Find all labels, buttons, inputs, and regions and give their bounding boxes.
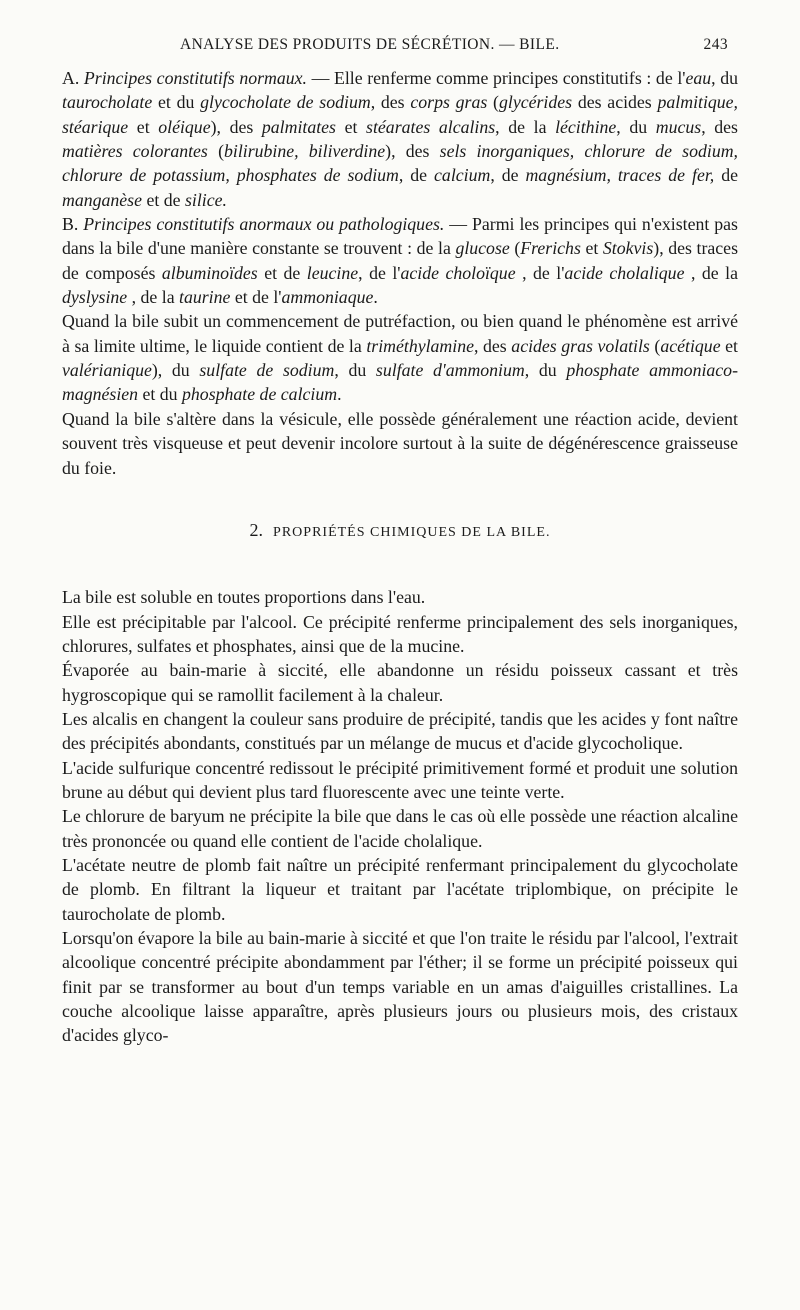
term: sels inorganiques, chlorure de sodium, chlorure de potassium, phosphates de sodium [62, 141, 738, 186]
paragraph-heading: Principes constitutifs normaux. [83, 68, 307, 88]
paragraph: Les alcalis en changent la couleur sans produire de précipité, tandis que les acides y font naître des précipités abondants, constitués par un mélange de mucus et d'acide glycocholique. [62, 708, 738, 754]
term: bilirubine, biliverdine [224, 141, 386, 162]
term: valérianique [62, 360, 152, 381]
term: acide cholalique [564, 262, 685, 283]
term: triméthylamine [366, 335, 474, 356]
term: ammoniaque [281, 287, 374, 308]
term: acétique [660, 335, 721, 356]
paragraph: Évaporée au bain-marie à siccité, elle abandonne un résidu poisseux cassant et très hygroscopique qui se ramollit facilement à la chaleur. [62, 660, 738, 705]
term: palmitates [261, 116, 336, 137]
text-run: et [720, 335, 738, 356]
text-run: , de la [684, 262, 738, 283]
author-name: Stokvis [602, 238, 654, 259]
text-run: , du [711, 68, 739, 88]
text-run: ), des [385, 141, 440, 162]
paragraph: Elle est précipitable par l'alcool. Ce précipité renferme principalement des sels inorganiques, chlorures, sulfates et phosphates, ainsi que de la mucine. [62, 611, 738, 656]
text-run: et de [257, 262, 307, 283]
term: magnésium, traces de fer, [525, 165, 715, 186]
term: leucine [306, 262, 359, 283]
term: manganèse [62, 189, 142, 210]
text-run: . [373, 287, 378, 308]
text-run: , des [701, 116, 738, 137]
text-run: et [580, 238, 603, 259]
text-run: , des [370, 92, 411, 113]
text-run: ( [207, 141, 224, 162]
section-number: 2. [249, 519, 264, 540]
text-run: et [335, 116, 367, 137]
term: mucus [655, 116, 702, 137]
text-run: Quand la bile subit un commencement de putréfaction, ou bien quand le phénomène est arrivé à sa limite ultime, le liquide contient de la [62, 311, 738, 356]
text-run: , de [490, 165, 526, 186]
term: phosphate de calcium [182, 384, 338, 405]
paragraph: Lorsqu'on évapore la bile au bain-marie à siccité et que l'on traite le résidu par l'alcool, l'extrait alcoolique concentré précipite abondamment par l'éther; il se forme un précipité poisseux qui finit par se transformer au bout d'un temps variable en un amas d'aiguilles cristallines. La couche alcoolique laisse apparaître, après plusieurs jours ou plusieurs mois, des cristaux d'acides glyco- [62, 928, 738, 1046]
term: corps gras [410, 92, 488, 113]
term: lécithine [555, 116, 617, 137]
text-run: ), des traces de composés [62, 238, 738, 283]
term: phosphate ammoniaco-magnésien [62, 360, 738, 405]
term: sulfate de sodium [199, 360, 335, 381]
term: acides gras volatils [511, 335, 650, 356]
text-run: ), du [151, 360, 200, 381]
text-run: , de [398, 165, 435, 186]
term: glucose [455, 238, 510, 259]
term: oléique [158, 116, 211, 137]
text-run: , de l' [358, 262, 401, 283]
text-run: , du [334, 360, 376, 381]
text-run: et de l' [230, 287, 282, 308]
paragraph-principes-normaux [62, 66, 738, 212]
section-title: PROPRIÉTÉS CHIMIQUES DE LA BILE. [273, 524, 551, 540]
term: palmitique, stéarique [62, 92, 739, 137]
term: glycocholate de sodium [200, 92, 371, 113]
term: silice. [184, 189, 227, 210]
text-run: , des [474, 335, 512, 356]
paragraph: L'acide sulfurique concentré redissout le précipité primitivement formé et produit une solution brune au début qui devient plus tard fluorescente avec une teinte verte. [62, 757, 738, 802]
paragraph-putrefaction [62, 309, 738, 406]
running-title: ANALYSE DES PRODUITS DE SÉCRÉTION. — BILE. [180, 36, 560, 53]
item-letter: B. [62, 214, 79, 235]
section-heading [62, 518, 738, 545]
text-run: — Parmi les principes qui n'existent pas dans la bile d'une manière constante se trouvent : de la [62, 214, 738, 259]
text-run: , de la [495, 116, 556, 137]
text-run: , du [524, 360, 567, 381]
term: taurocholate [62, 92, 153, 113]
text-run: et du [138, 384, 183, 405]
author-name: Frerichs [520, 238, 581, 259]
page-number: 243 [703, 36, 728, 53]
term: dyslysine [62, 287, 128, 308]
text-run: ), des [210, 116, 262, 137]
term: stéarates alcalins [366, 116, 496, 137]
text-run: des acides [572, 92, 658, 113]
text-run: , de l' [515, 262, 565, 283]
term: calcium [434, 165, 491, 186]
text-run: ( [487, 92, 499, 113]
page-body [62, 66, 738, 1048]
term: matières colorantes [62, 141, 208, 162]
paragraph-vesicule: Quand la bile s'altère dans la vésicule, elle possède généralement une réaction acide, devient souvent très visqueuse et peut devenir incolore surtout à la suite de dégénérescence graisseuse du foie. [62, 408, 738, 478]
paragraph: Le chlorure de baryum ne précipite la bile que dans le cas où elle possède une réaction alcaline très prononcée ou quand elle contient de l'acide cholalique. [62, 806, 738, 851]
text-run: , du [616, 116, 656, 137]
term: albuminoïdes [161, 262, 258, 283]
text-run: de [714, 165, 738, 186]
paragraph-principes-anormaux [62, 212, 738, 309]
text-run: et de [142, 189, 185, 210]
paragraph: L'acétate neutre de plomb fait naître un précipité renfermant principalement du glycocholate de plomb. En filtrant la liqueur et traitant par l'acétate triplombique, on précipite le taurocholate de plomb. [62, 854, 738, 924]
paragraph: La bile est soluble en toutes proportions dans l'eau. [62, 587, 426, 608]
text-run: et [128, 116, 159, 137]
text-run: et du [152, 92, 201, 113]
item-letter: A. [62, 68, 80, 88]
term: acide choloïque [400, 262, 516, 283]
term: taurine [179, 287, 231, 308]
term: glycérides [498, 92, 573, 113]
text-run: . [337, 384, 342, 405]
text-run: , de la [127, 287, 180, 308]
term: eau [685, 68, 712, 88]
paragraph-heading: Principes constitutifs anormaux ou pathologiques. [83, 214, 445, 235]
text-run: — Elle renferme comme principes constitutifs : de l' [307, 68, 686, 88]
text-run: ( [649, 335, 661, 356]
term: sulfate d'ammonium [375, 360, 525, 381]
text-run: ( [509, 238, 521, 259]
